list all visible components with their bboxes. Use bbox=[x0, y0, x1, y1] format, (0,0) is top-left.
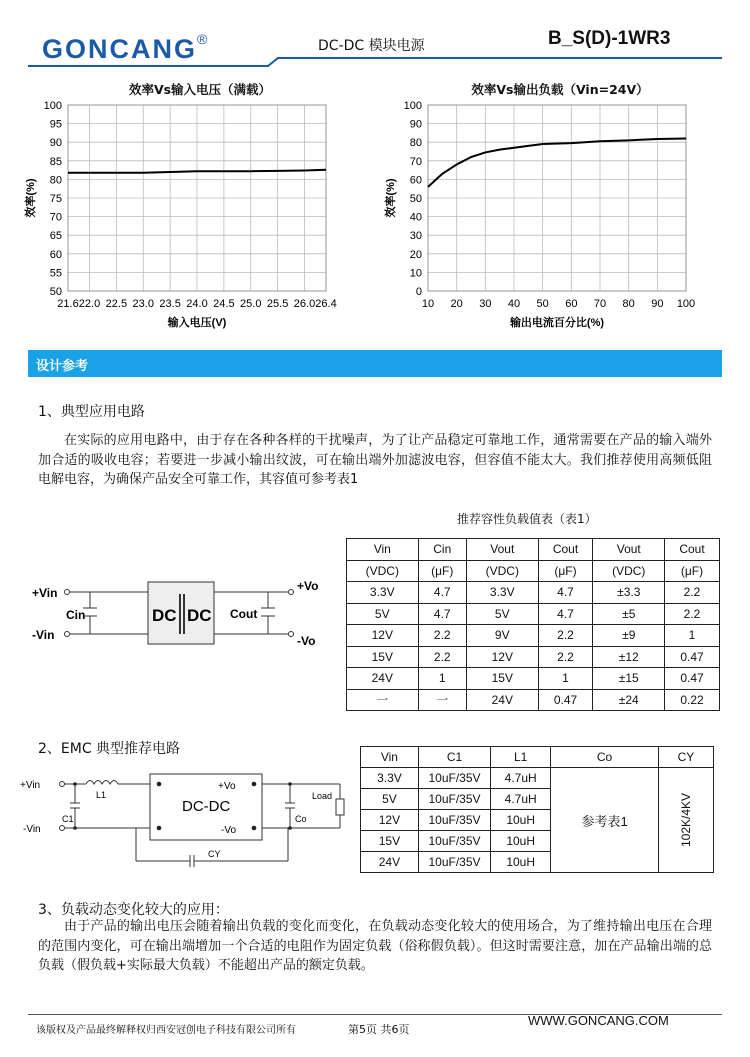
x-axis-label: 输出电流百分比(%) bbox=[509, 317, 605, 329]
table-cell: 3.3V bbox=[361, 768, 419, 789]
table-cell: 24V bbox=[347, 668, 419, 690]
y-tick-label: 40 bbox=[409, 211, 422, 224]
s3-heading: 3、负载动态变化较大的应用： bbox=[38, 902, 229, 918]
table-header-cell: CY bbox=[658, 747, 713, 768]
x-tick-label: 22.0 bbox=[78, 298, 101, 310]
y-tick-label: 65 bbox=[49, 230, 62, 243]
x-tick-label: 70 bbox=[593, 298, 607, 310]
vo-plus-label: +Vo bbox=[297, 579, 319, 593]
s2-heading: 2、EMC 典型推荐电路 bbox=[38, 741, 181, 757]
header-rule bbox=[0, 0, 750, 80]
x-tick-label: 23.5 bbox=[159, 298, 181, 310]
table-cell: 3.3V bbox=[347, 582, 419, 604]
cin-label: Cin bbox=[66, 608, 86, 622]
emc-circuit bbox=[18, 770, 353, 870]
cout-label: Cout bbox=[230, 607, 258, 621]
table-header-cell: (μF) bbox=[418, 560, 466, 582]
table-cell: 12V bbox=[361, 810, 419, 831]
table-cell: 10uF/35V bbox=[418, 768, 490, 789]
efficiency-vs-output-load-chart bbox=[380, 95, 710, 335]
table-header-cell: Co bbox=[551, 747, 659, 768]
table-cell: 2.2 bbox=[538, 646, 593, 668]
emc-l1-label: L1 bbox=[96, 790, 107, 800]
y-tick-label: 70 bbox=[409, 155, 422, 168]
x-tick-label: 21.6 bbox=[57, 298, 79, 310]
x-tick-label: 23.0 bbox=[132, 298, 154, 310]
s1-paragraph: 在实际的应用电路中，由于存在各种各样的干扰噪声，为了让产品稳定可靠地工作，通常需要在产品的输入端外加合适的吸收电容；若要进一步减小输出纹波，可在输出端外加滤波电容，但容值不能太大。我们推荐使用高频低阻电解电容，为确保产品安全可靠工作，其容值可参考表1 bbox=[38, 433, 712, 487]
table-row bbox=[347, 689, 720, 711]
table-cell: 0.47 bbox=[538, 689, 593, 711]
x-tick-label: 90 bbox=[651, 298, 664, 310]
table-cell: ±24 bbox=[593, 689, 665, 711]
table-cell: 10uF/35V bbox=[418, 831, 490, 852]
table-cell: ±15 bbox=[593, 668, 665, 690]
cy-value-cell bbox=[658, 768, 713, 873]
table-cell: 一 bbox=[418, 689, 466, 711]
table-header-cell: Cout bbox=[538, 539, 593, 561]
emc-c1-label: C1 bbox=[62, 814, 74, 824]
y-tick-label: 85 bbox=[49, 155, 62, 168]
y-tick-label: 10 bbox=[409, 267, 422, 280]
table-cell: 2.2 bbox=[665, 582, 720, 604]
table-header-cell: (μF) bbox=[538, 560, 593, 582]
table-row bbox=[361, 768, 714, 789]
table-cell: ±5 bbox=[593, 603, 665, 625]
table-cell: 4.7 bbox=[418, 582, 466, 604]
table-row bbox=[347, 603, 720, 625]
table-cell: 1 bbox=[418, 668, 466, 690]
table-row bbox=[347, 668, 720, 690]
y-tick-label: 75 bbox=[49, 193, 62, 205]
table-cell: 10uH bbox=[491, 831, 551, 852]
table-cell: 24V bbox=[361, 852, 419, 873]
table-cell: 12V bbox=[347, 625, 419, 647]
table-cell: 1 bbox=[538, 668, 593, 690]
chart1-title: 效率Vs输入电压（满载） bbox=[128, 82, 272, 97]
vin-plus-label: +Vin bbox=[32, 586, 58, 600]
x-tick-label: 100 bbox=[676, 298, 696, 310]
table-header-cell: Cin bbox=[418, 539, 466, 561]
x-tick-label: 10 bbox=[421, 298, 435, 310]
table-header-row bbox=[347, 539, 720, 561]
chart2-title: 效率Vs输出负载（Vin=24V） bbox=[471, 82, 649, 97]
x-tick-label: 30 bbox=[479, 298, 492, 310]
y-tick-label: 20 bbox=[409, 248, 422, 261]
table-cell: 4.7 bbox=[418, 603, 466, 625]
y-tick-label: 55 bbox=[49, 267, 62, 280]
x-tick-label: 24.0 bbox=[186, 298, 208, 310]
table-cell: 4.7uH bbox=[491, 789, 551, 810]
table-cell: 0.47 bbox=[665, 668, 720, 690]
y-tick-label: 90 bbox=[409, 118, 422, 131]
y-tick-label: 80 bbox=[49, 174, 62, 187]
table-cell: ±9 bbox=[593, 625, 665, 647]
emc-co-label: Co bbox=[295, 814, 307, 824]
x-tick-label: 26.0 bbox=[293, 298, 316, 310]
x-tick-label: 22.5 bbox=[105, 298, 128, 310]
y-tick-label: 100 bbox=[403, 100, 422, 112]
dc-left-label: DC bbox=[152, 606, 177, 625]
table-cell: 15V bbox=[361, 831, 419, 852]
s1-heading: 1、典型应用电路 bbox=[38, 404, 145, 420]
table-cell: 9V bbox=[467, 625, 539, 647]
table-cell: 0.22 bbox=[665, 689, 720, 711]
table-cell: 10uF/35V bbox=[418, 852, 490, 873]
y-axis-label: 效率(%) bbox=[385, 178, 397, 218]
table-cell: 1 bbox=[665, 625, 720, 647]
table-row bbox=[347, 646, 720, 668]
table-row bbox=[347, 625, 720, 647]
table-cell: 5V bbox=[347, 603, 419, 625]
table-cell: ±3.3 bbox=[593, 582, 665, 604]
table-cell: 10uH bbox=[491, 852, 551, 873]
x-tick-label: 20 bbox=[450, 298, 463, 310]
vin-minus-label: -Vin bbox=[32, 628, 55, 642]
footer-page: 第5页 共6页 bbox=[348, 1023, 410, 1036]
table-cell: 5V bbox=[467, 603, 539, 625]
x-tick-label: 40 bbox=[507, 298, 521, 310]
x-tick-label: 24.5 bbox=[213, 298, 235, 310]
y-tick-label: 60 bbox=[49, 248, 62, 261]
table-cell: 3.3V bbox=[467, 582, 539, 604]
x-tick-label: 80 bbox=[622, 298, 635, 310]
table-header-cell: L1 bbox=[491, 747, 551, 768]
table-cell: 2.2 bbox=[665, 603, 720, 625]
x-tick-label: 60 bbox=[565, 298, 578, 310]
company-logo: GONCANG® bbox=[42, 31, 210, 64]
vo-minus-label: -Vo bbox=[297, 634, 316, 648]
emc-load-label: Load bbox=[312, 791, 333, 801]
table-header-cell: Cout bbox=[665, 539, 720, 561]
table-cell: 4.7 bbox=[538, 582, 593, 604]
x-axis-label: 输入电压(V) bbox=[167, 317, 227, 329]
y-tick-label: 60 bbox=[409, 174, 422, 187]
table-cell: 15V bbox=[467, 668, 539, 690]
table-header-row bbox=[347, 560, 720, 582]
emc-vo-minus: -Vo bbox=[221, 825, 237, 836]
model-number: B_S(D)-1WR3 bbox=[548, 28, 671, 49]
emc-cy-label: CY bbox=[208, 849, 221, 859]
table-cell: 10uH bbox=[491, 810, 551, 831]
emc-dcdc-label: DC-DC bbox=[182, 798, 231, 815]
y-tick-label: 50 bbox=[49, 286, 62, 298]
table-cell: 24V bbox=[467, 689, 539, 711]
emc-vo-plus: +Vo bbox=[218, 781, 236, 792]
table-header-cell: (VDC) bbox=[347, 560, 419, 582]
emc-vin-minus: -Vin bbox=[23, 824, 41, 835]
table-header-cell: C1 bbox=[418, 747, 490, 768]
efficiency-vs-input-voltage-chart bbox=[20, 95, 350, 335]
y-tick-label: 0 bbox=[415, 286, 422, 298]
y-tick-label: 90 bbox=[49, 137, 62, 150]
footer-url: WWW.GONCANG.COM bbox=[528, 1013, 669, 1028]
table-cell: 12V bbox=[467, 646, 539, 668]
table-cell: 2.2 bbox=[418, 625, 466, 647]
dc-right-label: DC bbox=[187, 606, 212, 625]
header-subtitle: DC-DC 模块电源 bbox=[318, 38, 425, 54]
table-header-cell: (VDC) bbox=[467, 560, 539, 582]
table-row bbox=[347, 582, 720, 604]
section-title: 设计参考 bbox=[36, 359, 89, 374]
table-cell: 2.2 bbox=[538, 625, 593, 647]
table-header-cell: Vout bbox=[467, 539, 539, 561]
table-cell: 4.7uH bbox=[491, 768, 551, 789]
table-cell: 15V bbox=[347, 646, 419, 668]
x-tick-label: 26.4 bbox=[315, 298, 337, 310]
table-cell: ±12 bbox=[593, 646, 665, 668]
table-cell: 5V bbox=[361, 789, 419, 810]
cy-value: 102K/4KV bbox=[678, 792, 693, 848]
y-tick-label: 70 bbox=[49, 211, 62, 224]
s3-paragraph: 由于产品的输出电压会随着输出负载的变化而变化，在负载动态变化较大的使用场合，为了维持输出电压在合理的范围内变化，可在输出端增加一个合适的电阻作为固定负载（俗称假负载）。但这时需要注意，加在产品输出端的总负载（假负载+实际最大负载）不能超出产品的额定负载。 bbox=[38, 919, 712, 973]
y-tick-label: 100 bbox=[43, 100, 62, 112]
table-cell: 0.47 bbox=[665, 646, 720, 668]
table-cell: 10uF/35V bbox=[418, 810, 490, 831]
table-cell: 一 bbox=[347, 689, 419, 711]
emc-table bbox=[360, 746, 714, 873]
x-tick-label: 25.0 bbox=[240, 298, 262, 310]
y-tick-label: 50 bbox=[409, 193, 422, 205]
table-header-cell: (VDC) bbox=[593, 560, 665, 582]
co-value-cell: 参考表1 bbox=[551, 768, 659, 873]
emc-vin-plus: +Vin bbox=[20, 780, 41, 791]
table-header-cell: Vin bbox=[347, 539, 419, 561]
typical-application-circuit bbox=[30, 570, 340, 660]
table-cell: 4.7 bbox=[538, 603, 593, 625]
x-tick-label: 25.5 bbox=[266, 298, 289, 310]
table-header-cell: Vout bbox=[593, 539, 665, 561]
table-header-row bbox=[361, 747, 714, 768]
y-axis-label: 效率(%) bbox=[25, 178, 37, 218]
table-header-cell: Vin bbox=[361, 747, 419, 768]
table1-caption: 推荐容性负载值表（表1） bbox=[457, 512, 597, 526]
table-cell: 2.2 bbox=[418, 646, 466, 668]
y-tick-label: 80 bbox=[409, 137, 422, 150]
section-band bbox=[28, 350, 722, 377]
table-header-cell: (μF) bbox=[665, 560, 720, 582]
y-tick-label: 30 bbox=[409, 230, 422, 243]
x-tick-label: 50 bbox=[536, 298, 549, 310]
table-cell: 10uF/35V bbox=[418, 789, 490, 810]
y-tick-label: 95 bbox=[49, 118, 62, 131]
capacitive-load-table bbox=[346, 538, 720, 711]
footer-copyright: 该版权及产品最终解释权归西安冠创电子科技有限公司所有 bbox=[36, 1025, 296, 1036]
